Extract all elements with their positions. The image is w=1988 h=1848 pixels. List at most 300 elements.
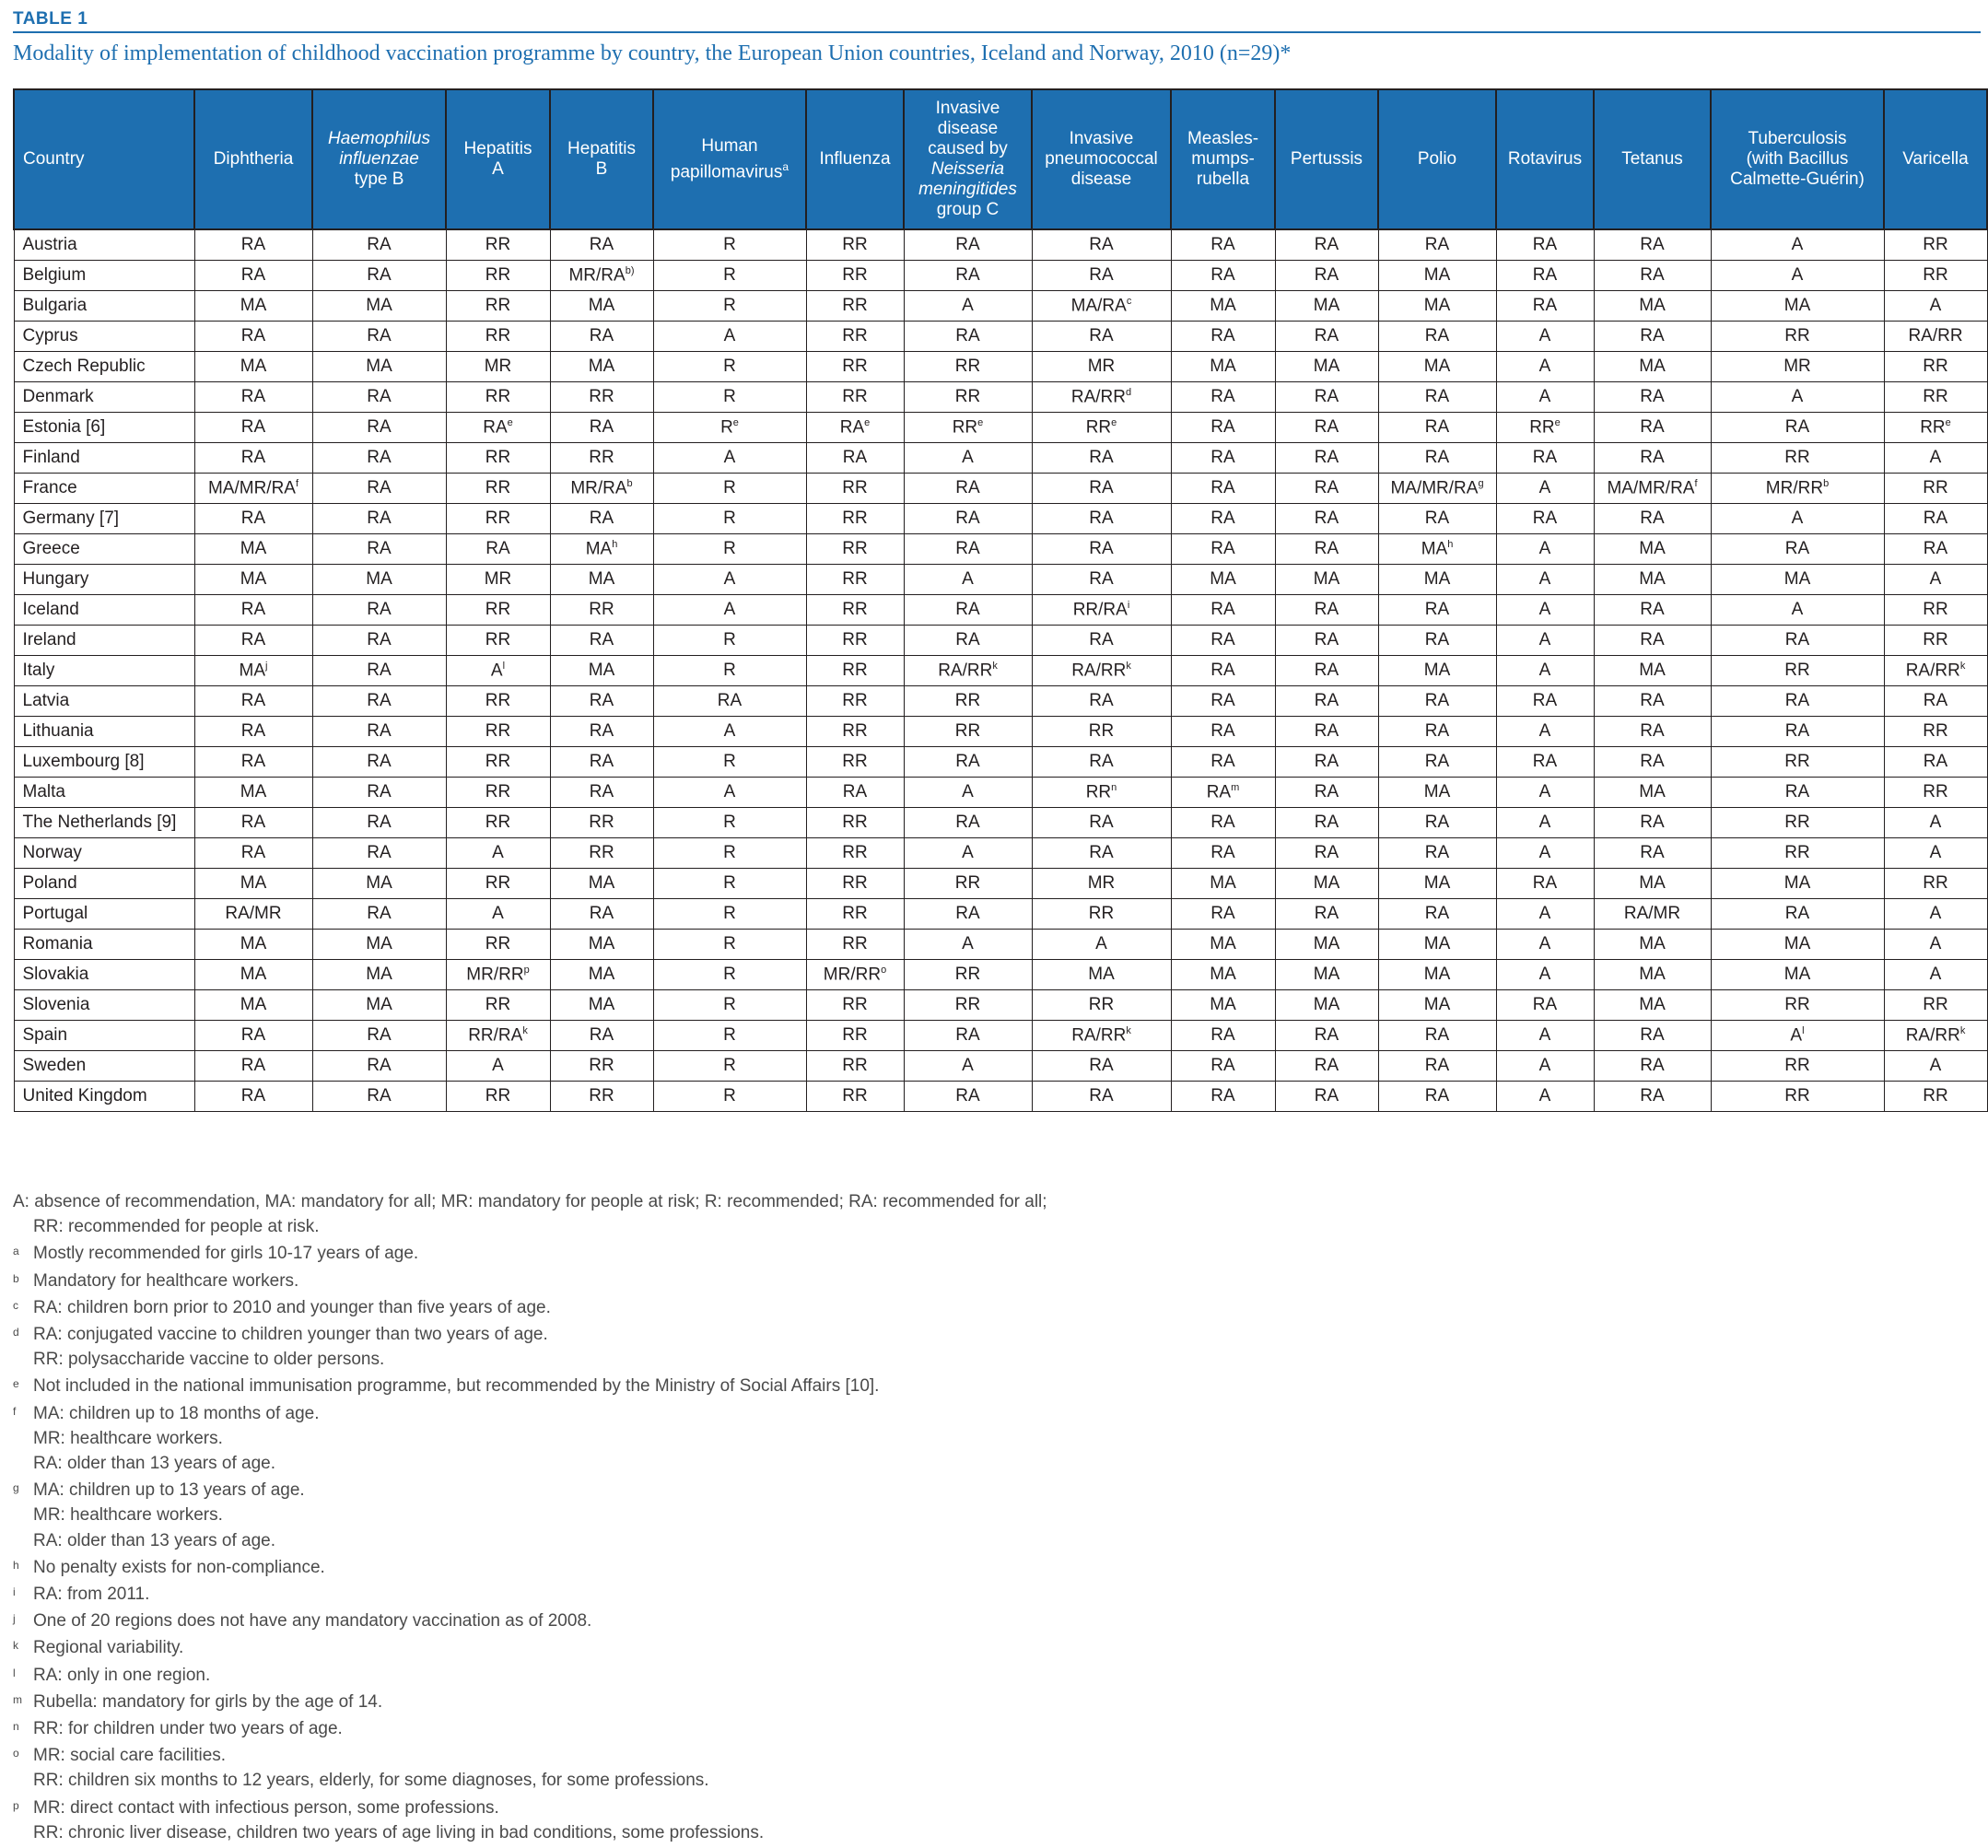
cell-hepa [446, 930, 550, 960]
cell-hepb [550, 930, 653, 960]
cell-value: RA [1210, 235, 1235, 254]
cell-mmr [1171, 413, 1275, 443]
cell-diphtheria [194, 504, 312, 534]
footnote-marker: n [1111, 781, 1117, 793]
footnote-text: Mandatory for healthcare workers. [33, 1270, 299, 1291]
cell-tetanus [1594, 504, 1711, 534]
cell-pertussis [1275, 899, 1378, 930]
cell-value: R [723, 873, 736, 893]
cell-value: A [1538, 1086, 1551, 1105]
cell-influenza [806, 990, 904, 1021]
column-header-text: disease [937, 119, 999, 138]
cell-value: RA [367, 813, 392, 832]
cell-hib [312, 717, 446, 747]
cell-diphtheria [194, 626, 312, 656]
cell-hepa [446, 990, 550, 1021]
column-header-text: disease [1070, 170, 1132, 189]
cell-rotavirus [1496, 534, 1594, 565]
cell-varicella [1884, 960, 1987, 990]
cell-value: Bulgaria [22, 296, 88, 315]
cell-value: RA [367, 691, 392, 710]
cell-value: RA [1532, 509, 1558, 528]
cell-value: RA [240, 630, 266, 649]
cell-value: RR [589, 1086, 614, 1105]
cell-hpv [653, 990, 806, 1021]
cell-value: RA [1210, 843, 1235, 862]
cell-value: RR [842, 904, 868, 923]
footnote-marker: k [522, 1024, 528, 1036]
footnote-marker: o [881, 964, 887, 976]
cell-value: RR [1784, 661, 1810, 680]
cell-value: Portugal [22, 904, 88, 923]
cell-value: RA [1210, 326, 1235, 345]
cell-value: RA [842, 782, 868, 801]
cell-value: RA [1089, 448, 1114, 467]
cell-hepa [446, 747, 550, 778]
cell-value: R [723, 904, 736, 923]
cell-value: RR [954, 965, 981, 984]
cell-mmr [1171, 990, 1275, 1021]
footnote-line [13, 1239, 1981, 1266]
cell-value: Ireland [22, 630, 76, 649]
cell-hepa [446, 352, 550, 382]
cell-rotavirus [1496, 504, 1594, 534]
cell-diphtheria [194, 990, 312, 1021]
cell-pertussis [1275, 322, 1378, 352]
footnote-text: RA: only in one region. [33, 1665, 211, 1685]
cell-value: Belgium [22, 265, 87, 285]
footnote-marker: j [265, 660, 268, 672]
cell-value: RA [367, 235, 392, 254]
cell-polio [1378, 595, 1496, 626]
cell-varicella [1884, 352, 1987, 382]
cell-hib [312, 1021, 446, 1051]
footnote-marker: e [977, 416, 984, 428]
cell-pertussis [1275, 778, 1378, 808]
cell-rotavirus [1496, 474, 1594, 504]
cell-rotavirus [1496, 990, 1594, 1021]
cell-polio [1378, 930, 1496, 960]
column-header-text: influenzae [339, 149, 419, 169]
column-header-text: caused by [928, 139, 1008, 158]
cell-value: RR [1085, 417, 1112, 438]
cell-value: MA [1639, 934, 1666, 953]
cell-value: A [1538, 813, 1551, 832]
cell-value: Malta [22, 782, 65, 801]
cell-polio [1378, 899, 1496, 930]
cell-value: RR [485, 296, 511, 315]
cell-value: RA [240, 448, 266, 467]
column-header-tetanus [1594, 89, 1711, 229]
cell-menc [904, 382, 1032, 413]
cell-tetanus [1594, 443, 1711, 474]
cell-value: Romania [22, 934, 93, 953]
cell-hpv [653, 1051, 806, 1082]
cell-value: The Netherlands [9] [22, 813, 177, 832]
cell-pertussis [1275, 656, 1378, 686]
cell-pertussis [1275, 443, 1378, 474]
cell-value: RA [1089, 813, 1114, 832]
cell-value: RA [1314, 721, 1339, 741]
footnote-marker: k [1126, 660, 1131, 672]
cell-value: RR [485, 873, 511, 893]
cell-influenza [806, 1082, 904, 1112]
table-row [14, 808, 1987, 838]
cell-value: RA [367, 600, 392, 619]
cell-hib [312, 1051, 446, 1082]
cell-diphtheria [194, 778, 312, 808]
cell-tb [1711, 565, 1884, 595]
cell-tb [1711, 869, 1884, 899]
cell-value: Estonia [6] [22, 417, 106, 437]
cell-value: RR [1088, 904, 1115, 923]
cell-varicella [1884, 443, 1987, 474]
cell-mmr [1171, 686, 1275, 717]
cell-value: RR [1529, 417, 1555, 438]
footnote-marker: j [13, 1612, 16, 1626]
cell-value: RA [1210, 417, 1235, 437]
cell-value: RA [1424, 235, 1450, 254]
cell-rotavirus [1496, 747, 1594, 778]
cell-diphtheria [194, 899, 312, 930]
cell-pneumo [1032, 869, 1171, 899]
cell-value: A [1538, 661, 1551, 680]
cell-value: RR [842, 265, 868, 285]
cell-value: RR [842, 752, 868, 771]
cell-value: RR [842, 478, 868, 497]
cell-value: A [723, 448, 736, 467]
cell-mmr [1171, 960, 1275, 990]
cell-rotavirus [1496, 626, 1594, 656]
cell-hepa [446, 626, 550, 656]
cell-hib [312, 686, 446, 717]
cell-influenza [806, 808, 904, 838]
cell-value: MA [1210, 357, 1236, 376]
column-header-text: Calmette-Guérin) [1730, 170, 1865, 189]
cell-hpv [653, 595, 806, 626]
cell-value: RA [589, 782, 614, 801]
column-header-text: Measles- [1187, 129, 1259, 148]
cell-value: RA [1424, 813, 1450, 832]
cell-value: A [1095, 934, 1107, 953]
cell-value: RA [1210, 448, 1235, 467]
cell-value: RA [1532, 265, 1558, 285]
cell-hib [312, 382, 446, 413]
cell-value: A [1929, 843, 1942, 862]
cell-hib [312, 565, 446, 595]
cell-pertussis [1275, 626, 1378, 656]
country-cell [14, 291, 194, 322]
cell-value: MA [366, 569, 392, 589]
cell-value: MA [1639, 965, 1666, 984]
table-row [14, 443, 1987, 474]
cell-value: RA [1089, 569, 1114, 589]
column-header-text: meningitides [918, 180, 1017, 199]
cell-value: RR [954, 721, 981, 741]
cell-value: MA [1783, 873, 1811, 893]
cell-value: RA/MR [1623, 904, 1681, 923]
cell-value: RA [1640, 600, 1665, 619]
cell-hepa [446, 443, 550, 474]
table-row [14, 474, 1987, 504]
cell-tetanus [1594, 990, 1711, 1021]
cell-menc [904, 534, 1032, 565]
cell-value: A [1538, 600, 1551, 619]
cell-value: MA [1313, 965, 1340, 984]
cell-polio [1378, 778, 1496, 808]
cell-value: RR [485, 478, 511, 497]
column-header-text: a [782, 159, 789, 173]
cell-pneumo [1032, 352, 1171, 382]
cell-hepb [550, 899, 653, 930]
footnote-text: RA: older than 13 years of age. [33, 1454, 275, 1474]
footnote-marker: d [13, 1326, 19, 1339]
cell-value: RA [367, 1056, 392, 1075]
cell-value: RR [1784, 843, 1810, 862]
footnote-text: RA: older than 13 years of age. [33, 1530, 275, 1550]
cell-polio [1378, 990, 1496, 1021]
cell-hepb [550, 626, 653, 656]
cell-menc [904, 1051, 1032, 1082]
cell-value: RA [589, 691, 614, 710]
cell-value: MA [1210, 873, 1236, 893]
cell-tetanus [1594, 899, 1711, 930]
cell-value: MA/MR/RA [207, 478, 296, 498]
cell-hepb [550, 352, 653, 382]
cell-tetanus [1594, 474, 1711, 504]
country-cell [14, 595, 194, 626]
country-cell [14, 413, 194, 443]
footnote-marker: f [13, 1404, 17, 1418]
cell-value: RR [842, 873, 868, 893]
cell-value: RR [1923, 235, 1948, 254]
cell-value: MA [588, 569, 615, 589]
cell-value: MA [1423, 873, 1451, 893]
cell-pertussis [1275, 565, 1378, 595]
cell-hpv [653, 443, 806, 474]
cell-diphtheria [194, 565, 312, 595]
footnote-marker: h [612, 538, 618, 550]
cell-tb [1711, 960, 1884, 990]
cell-value: A [1538, 630, 1551, 649]
cell-hepa [446, 778, 550, 808]
table-row [14, 656, 1987, 686]
footnote-line [13, 1553, 1981, 1580]
cell-rotavirus [1496, 443, 1594, 474]
cell-diphtheria [194, 869, 312, 899]
cell-influenza [806, 626, 904, 656]
cell-value: A [962, 1056, 974, 1075]
cell-value: RA [1424, 509, 1450, 528]
cell-mmr [1171, 229, 1275, 261]
cell-hepa [446, 534, 550, 565]
cell-value: RR [842, 296, 868, 315]
cell-menc [904, 229, 1032, 261]
column-header-hib [312, 89, 446, 229]
cell-rotavirus [1496, 352, 1594, 382]
cell-value: RR [1923, 1086, 1948, 1105]
cell-menc [904, 443, 1032, 474]
footnote-line [13, 1451, 1981, 1476]
cell-value: RA [1089, 326, 1114, 345]
cell-influenza [806, 261, 904, 291]
footnote-text: RR: for children under two years of age. [33, 1719, 343, 1739]
cell-hepb [550, 808, 653, 838]
footnote-marker: g [13, 1481, 19, 1495]
cell-mmr [1171, 1051, 1275, 1082]
cell-value: A [723, 569, 736, 589]
country-cell [14, 1051, 194, 1082]
cell-tb [1711, 382, 1884, 413]
cell-value: MR [1087, 357, 1116, 376]
cell-value: RR [842, 630, 868, 649]
footnote-marker: f [295, 477, 299, 489]
cell-value: RA [1923, 691, 1948, 710]
cell-value: RA [1784, 691, 1810, 710]
cell-tetanus [1594, 778, 1711, 808]
cell-value: RA [1424, 630, 1450, 649]
cell-hib [312, 899, 446, 930]
cell-value: RR [842, 387, 868, 406]
cell-value: RA [1923, 752, 1948, 771]
cell-value: RR [1784, 995, 1810, 1014]
cell-influenza [806, 930, 904, 960]
cell-value: Czech Republic [22, 357, 146, 376]
cell-value: A [1790, 1025, 1803, 1046]
cell-value: RR [485, 782, 511, 801]
cell-hepb [550, 838, 653, 869]
cell-value: RA/RR [938, 661, 993, 681]
cell-diphtheria [194, 1082, 312, 1112]
cell-polio [1378, 413, 1496, 443]
cell-tb [1711, 1082, 1884, 1112]
cell-value: MA [240, 569, 267, 589]
cell-value: A [1538, 539, 1551, 558]
footnote-line [13, 1688, 1981, 1714]
cell-value: RR [842, 813, 868, 832]
cell-pneumo [1032, 930, 1171, 960]
cell-value: MA [1313, 934, 1340, 953]
cell-value: RA [1424, 721, 1450, 741]
cell-value: MA [240, 782, 267, 801]
cell-value: RR [485, 630, 511, 649]
cell-hpv [653, 291, 806, 322]
cell-value: RA [1314, 691, 1339, 710]
column-header-text: rubella [1196, 170, 1250, 189]
column-header-text: papillomavirus [670, 162, 783, 182]
cell-value: A [1791, 387, 1804, 406]
cell-hepb [550, 1021, 653, 1051]
vaccination-table [13, 88, 1988, 1112]
country-cell [14, 504, 194, 534]
cell-value: MA [240, 965, 267, 984]
cell-rotavirus [1496, 413, 1594, 443]
footnote-text: RR: recommended for people at risk. [33, 1217, 320, 1237]
footnote-text: RA: children born prior to 2010 and younger than five years of age. [33, 1297, 551, 1317]
cell-hepb [550, 747, 653, 778]
cell-value: RA [1640, 235, 1665, 254]
cell-menc [904, 808, 1032, 838]
cell-value: R [720, 417, 733, 438]
footnote-line [13, 1189, 1981, 1214]
cell-value: RA/RR [1905, 661, 1960, 681]
cell-polio [1378, 443, 1496, 474]
column-header-hpv [653, 89, 806, 229]
cell-polio [1378, 352, 1496, 382]
cell-pertussis [1275, 686, 1378, 717]
footnote-marker: e [864, 416, 871, 428]
cell-polio [1378, 291, 1496, 322]
cell-value: RR [589, 843, 614, 862]
footnote-text: A: absence of recommendation, MA: mandatory for all; MR: mandatory for people at risk; R: recommended; RA: recommended for all; [13, 1192, 1047, 1211]
cell-tb [1711, 838, 1884, 869]
cell-diphtheria [194, 1051, 312, 1082]
cell-value: RA [240, 1056, 266, 1075]
footnote-marker: b [1823, 477, 1830, 489]
footnote-text: No penalty exists for non-compliance. [33, 1557, 325, 1577]
cell-value: RA [367, 509, 392, 528]
cell-hepa [446, 838, 550, 869]
cell-value: A [492, 843, 504, 862]
cell-hib [312, 808, 446, 838]
cell-hpv [653, 229, 806, 261]
cell-pertussis [1275, 747, 1378, 778]
cell-value: MA [1313, 873, 1340, 893]
cell-diphtheria [194, 443, 312, 474]
footnote-line [13, 1293, 1981, 1320]
cell-value: Latvia [22, 691, 70, 710]
cell-value: RR [1784, 1056, 1810, 1075]
column-header-text: Human [701, 135, 758, 156]
cell-value: MR [1783, 357, 1811, 376]
cell-value: R [723, 630, 736, 649]
cell-varicella [1884, 534, 1987, 565]
country-cell [14, 930, 194, 960]
column-header-text: Pertussis [1290, 149, 1363, 169]
cell-value: RA [240, 600, 266, 619]
table-row [14, 930, 1987, 960]
footnote-marker: e [1111, 416, 1117, 428]
cell-value: RA [1424, 326, 1450, 345]
cell-value: RA [1314, 782, 1339, 801]
cell-pneumo [1032, 1051, 1171, 1082]
footnote-line [13, 1820, 1981, 1845]
cell-hepa [446, 899, 550, 930]
cell-hib [312, 322, 446, 352]
cell-rotavirus [1496, 261, 1594, 291]
footnote-text: MR: social care facilities. [33, 1746, 227, 1766]
cell-value: RA [367, 1025, 392, 1045]
cell-value: Hungary [22, 569, 89, 589]
cell-hepb [550, 1051, 653, 1082]
cell-hepa [446, 474, 550, 504]
cell-polio [1378, 565, 1496, 595]
cell-value: United Kingdom [22, 1086, 147, 1105]
table-row [14, 990, 1987, 1021]
cell-value: RA [1210, 661, 1235, 680]
cell-rotavirus [1496, 382, 1594, 413]
cell-pneumo [1032, 1082, 1171, 1112]
cell-value: RA [1424, 1025, 1450, 1045]
cell-varicella [1884, 778, 1987, 808]
cell-value: RA [1314, 904, 1339, 923]
cell-hepb [550, 229, 653, 261]
title-rule [13, 31, 1981, 33]
cell-value: R [723, 387, 736, 406]
cell-value: RA [1923, 539, 1948, 558]
cell-value: MA [1639, 296, 1666, 315]
cell-value: RR [954, 995, 981, 1014]
